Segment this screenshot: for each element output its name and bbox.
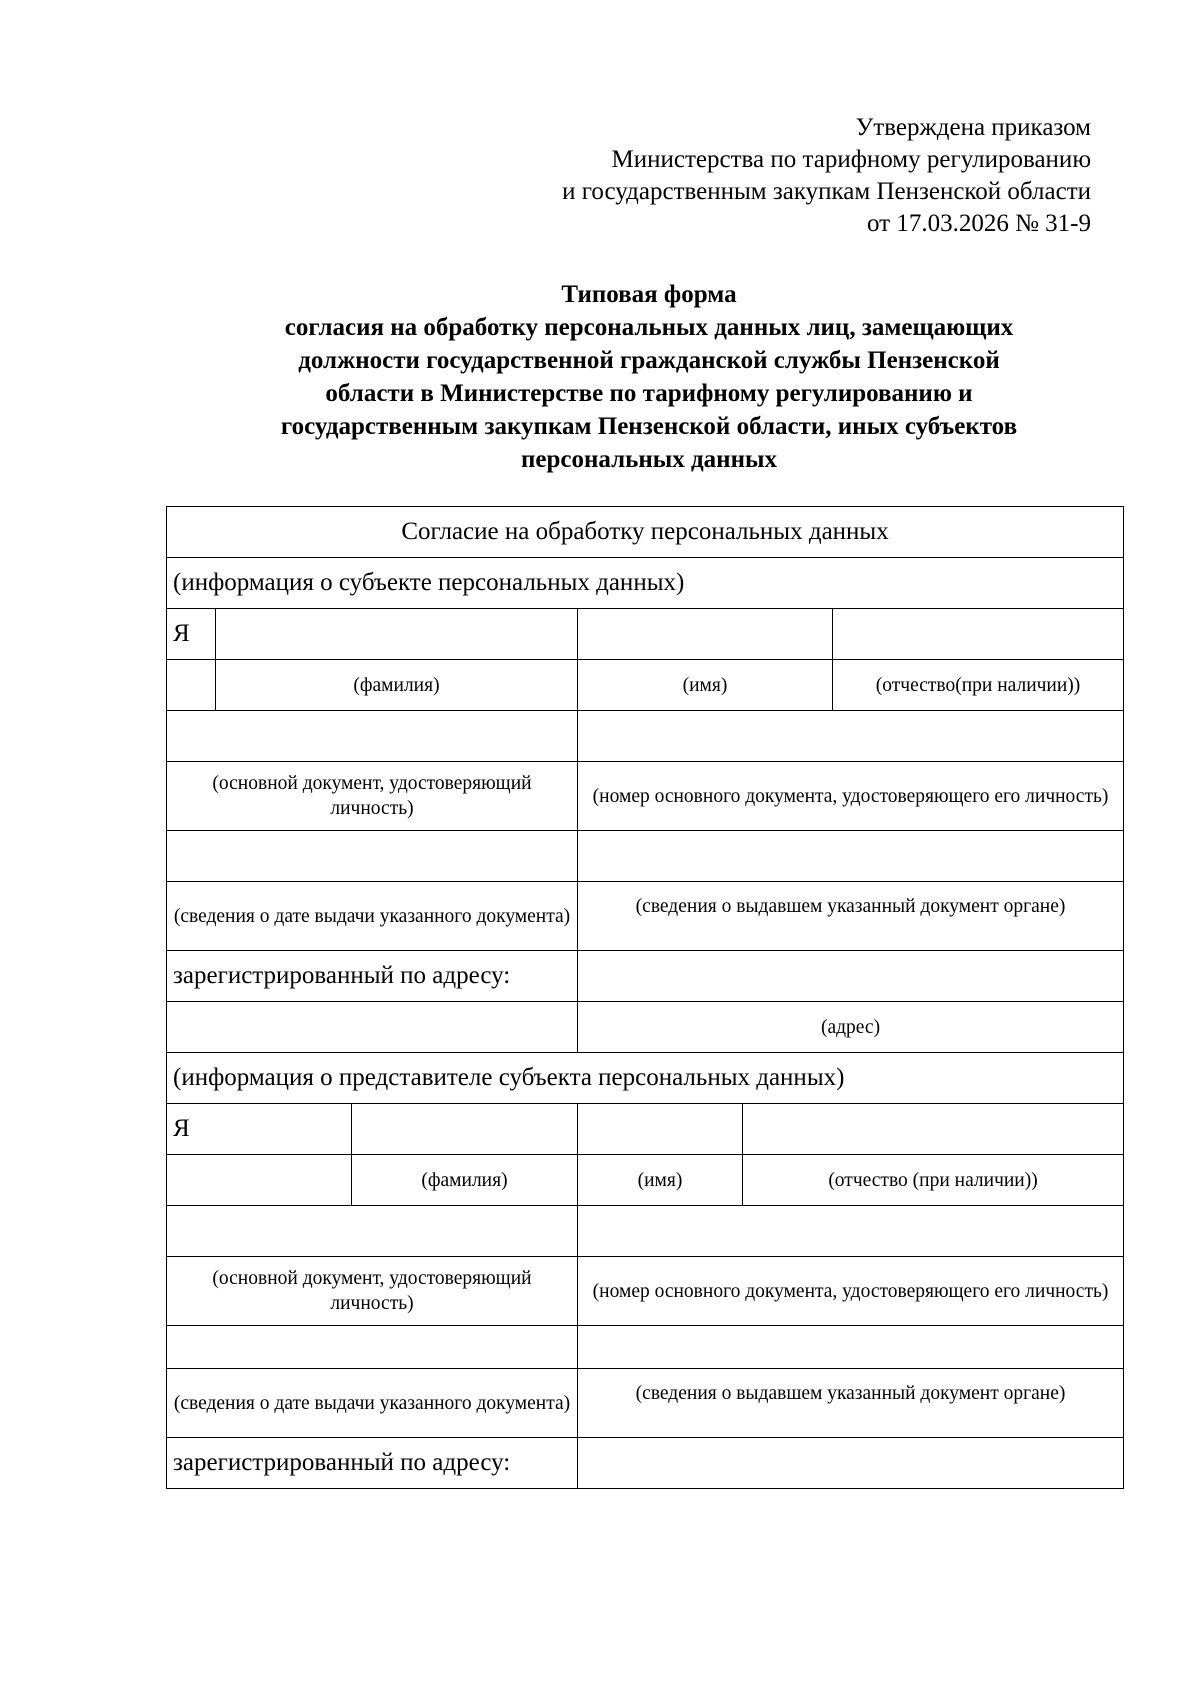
subject-issuer-field[interactable] (578, 831, 1124, 882)
subject-name-caption: (имя) (578, 660, 833, 711)
representative-ya-label: Я (167, 1104, 352, 1155)
representative-doc-number-field[interactable] (578, 1206, 1124, 1257)
subject-doc-number-field[interactable] (578, 711, 1124, 762)
subject-doc-caption: (основной документ, удостоверяющий личность) (167, 762, 578, 831)
representative-surname-field[interactable] (352, 1104, 578, 1155)
representative-doc-field[interactable] (167, 1206, 578, 1257)
subject-surname-caption: (фамилия) (216, 660, 578, 711)
approval-block (391, 112, 1091, 240)
subject-surname-field[interactable] (216, 609, 578, 660)
subject-address-field[interactable] (578, 951, 1124, 1002)
subject-name-field[interactable] (578, 609, 833, 660)
document-title (165, 278, 1133, 476)
subject-section-title: (информация о субъекте персональных данных) (167, 558, 1124, 609)
title-line: согласия на обработку персональных данных лиц, замещающих (284, 314, 1014, 341)
empty-cell (167, 660, 216, 711)
empty-cell (167, 1155, 352, 1206)
representative-issuer-caption: (сведения о выдавшем указанный документ органе) (578, 1369, 1124, 1438)
representative-name-caption: (имя) (578, 1155, 743, 1206)
approval-line: от 17.03.2026 № 31-9 (866, 210, 1091, 237)
subject-ya-label: Я (167, 609, 216, 660)
subject-patronymic-caption: (отчество(при наличии)) (833, 660, 1124, 711)
subject-doc-field[interactable] (167, 711, 578, 762)
representative-address-field[interactable] (578, 1438, 1124, 1489)
subject-issue-date-caption: (сведения о дате выдачи указанного документа) (167, 882, 578, 951)
approval-line: Утверждена приказом (855, 114, 1091, 141)
title-line: области в Министерстве по тарифному регулированию и (325, 380, 973, 407)
representative-name-field[interactable] (578, 1104, 743, 1155)
subject-doc-number-caption: (номер основного документа, удостоверяющего его личность) (578, 762, 1124, 831)
representative-doc-number-caption: (номер основного документа, удостоверяющего его личность) (578, 1257, 1124, 1326)
representative-surname-caption: (фамилия) (352, 1155, 578, 1206)
representative-patronymic-field[interactable] (743, 1104, 1124, 1155)
subject-issuer-caption: (сведения о выдавшем указанный документ органе) (578, 882, 1124, 951)
approval-line: Министерства по тарифному регулированию (611, 146, 1091, 173)
subject-issue-date-field[interactable] (167, 831, 578, 882)
representative-registered-label: зарегистрированный по адресу: (167, 1438, 578, 1489)
title-line: должности государственной гражданской службы Пензенской (298, 347, 1000, 374)
representative-issue-date-caption: (сведения о дате выдачи указанного документа) (167, 1369, 578, 1438)
consent-form-table (166, 506, 1124, 1489)
empty-cell (167, 1002, 578, 1053)
title-line: персональных данных (520, 446, 778, 473)
subject-registered-label: зарегистрированный по адресу: (167, 951, 578, 1002)
representative-issue-date-field[interactable] (167, 1326, 578, 1369)
subject-address-caption: (адрес) (578, 1002, 1124, 1053)
representative-section-title: (информация о представителе субъекта персональных данных) (167, 1053, 1124, 1104)
subject-patronymic-field[interactable] (833, 609, 1124, 660)
form-header: Согласие на обработку персональных данных (167, 507, 1124, 558)
title-line: государственным закупкам Пензенской области, иных субъектов (280, 413, 1018, 440)
title-line: Типовая форма (561, 281, 737, 308)
representative-patronymic-caption: (отчество (при наличии)) (743, 1155, 1124, 1206)
representative-doc-caption: (основной документ, удостоверяющий личность) (167, 1257, 578, 1326)
representative-issuer-field[interactable] (578, 1326, 1124, 1369)
approval-line: и государственным закупкам Пензенской области (562, 178, 1091, 205)
